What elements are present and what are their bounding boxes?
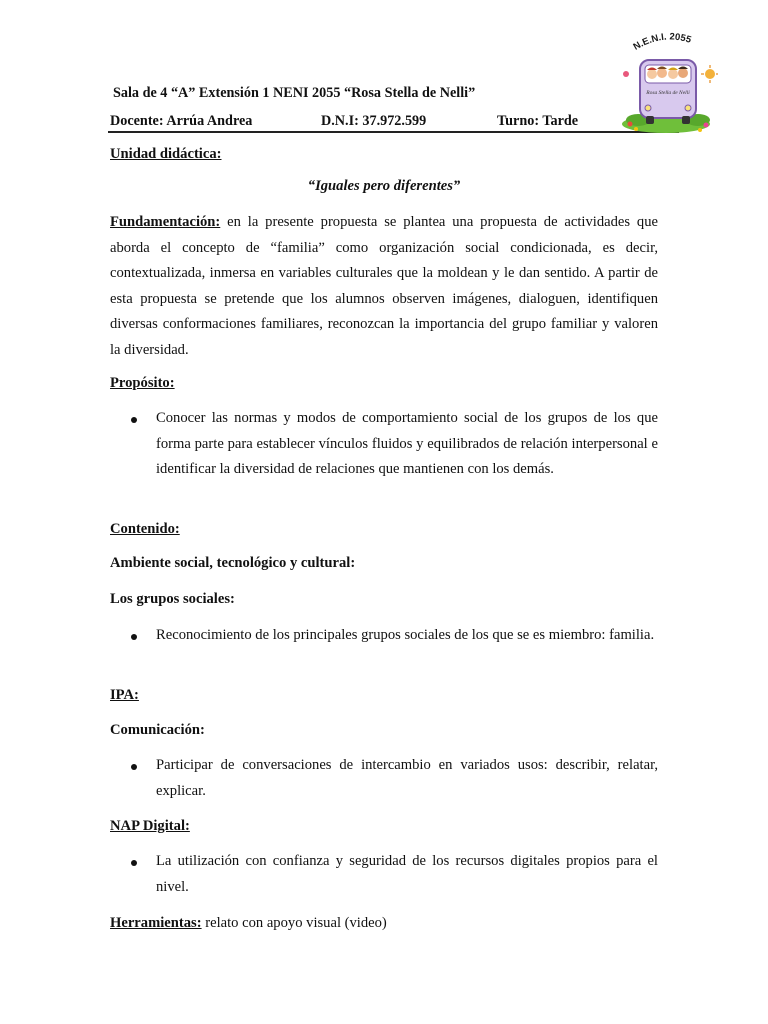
school-bus-logo-icon: [618, 28, 718, 136]
unit-title: “Iguales pero diferentes”: [307, 178, 461, 194]
ambiente-heading: Ambiente social, tecnológico y cultural:: [110, 555, 356, 571]
bullet-icon: [131, 417, 137, 423]
bullet-icon: [131, 634, 137, 640]
header-divider: [108, 131, 679, 133]
school-header-line: Sala de 4 “A” Extensión 1 NENI 2055 “Rosa Stella de Nelli”: [113, 85, 476, 101]
proposito-label: Propósito:: [110, 375, 175, 391]
turno-field: Turno: Tarde: [497, 113, 579, 129]
comunicacion-heading: Comunicación:: [110, 722, 205, 738]
fundamentacion-paragraph: [110, 210, 658, 363]
fundamentacion-label: Fundamentación:: [110, 214, 221, 230]
ipa-item: Participar de conversaciones de intercambio en variados usos: describir, relatar, explicar.: [156, 757, 658, 799]
grupos-heading: Los grupos sociales:: [110, 591, 235, 607]
docente-field: Docente: Arrúa Andrea: [110, 113, 253, 129]
herramientas-text: relato con apoyo visual (video): [201, 915, 387, 931]
bullet-icon: [131, 764, 137, 770]
school-logo: [618, 28, 718, 136]
logo-arc-text: N.E.N.I. 2055: [631, 31, 693, 53]
ipa-label: IPA:: [110, 687, 139, 703]
bullet-icon: [131, 860, 137, 866]
herramientas-line: [110, 915, 387, 932]
svg-text:N.E.N.I. 2055: [632, 31, 694, 52]
nap-item: La utilización con confianza y seguridad de los recursos digitales propios para el nivel.: [156, 853, 658, 895]
nap-label: NAP Digital:: [110, 818, 190, 834]
contenido-label: Contenido:: [110, 521, 180, 537]
fundamentacion-text: en la presente propuesta se plantea una propuesta de actividades que aborda el concepto de “familia” como organización social condicionada, es decir, contextualizada, inmersa en variables culturales que la moldean y le dan sentido. A partir de esta propuesta se pretende que los alumnos observen imágenes, dialoguen, identifiquen diversas conformaciones familiares, reconozcan la importancia del grupo familiar y valoren la diversidad.: [110, 214, 658, 358]
contenido-item: Reconocimiento de los principales grupos sociales de los que se es miembro: familia.: [156, 627, 655, 643]
herramientas-label: Herramientas:: [110, 915, 202, 931]
dni-field: D.N.I: 37.972.599: [321, 113, 427, 129]
logo-bus-text: Rosa Stella de Nelli: [646, 90, 690, 96]
proposito-item: Conocer las normas y modos de comportamiento social de los grupos de los que forma parte para establecer vínculos fluidos y equilibrados de relación interpersonal e identificar la diversidad de relaciones que mantienen con los demás.: [156, 410, 658, 477]
unidad-label: Unidad didáctica:: [110, 146, 222, 162]
